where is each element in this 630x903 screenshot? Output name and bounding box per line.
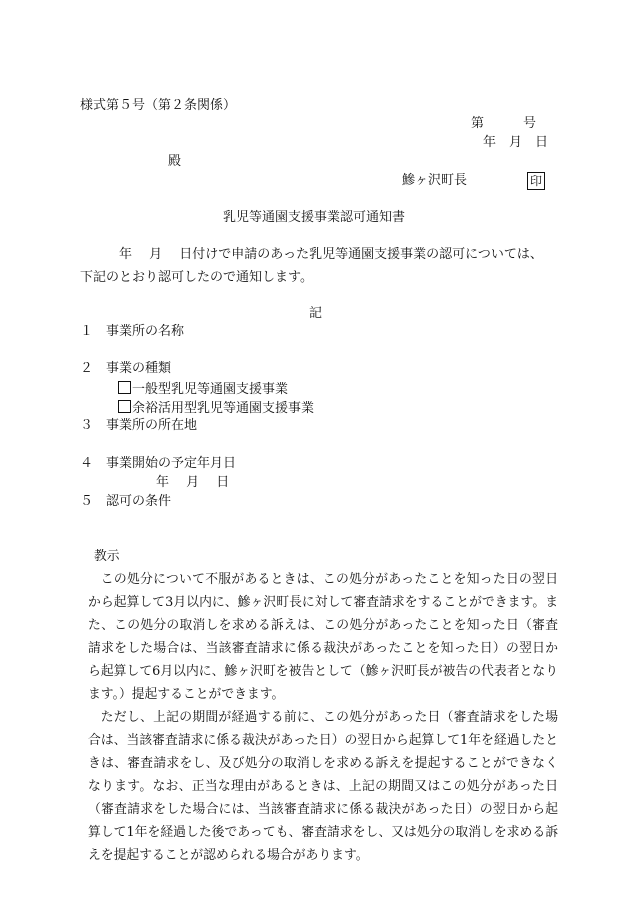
type-option-surplus-label: 余裕活用型乳児等通園支援事業 <box>132 401 315 416</box>
item-business-type: ２ 事業の種類 <box>80 361 172 376</box>
notice-title: 教示 <box>94 549 120 564</box>
notice-paragraph-2: ただし、上記の期間が経過する前に、この処分があった日（審査請求をした場合は、当該審査請求に係る裁決があった日）の翌日から起算して1年を経過したときは、審査請求をし、及び処分の取消しを求める訴えを提起することができなくなります。なお、正当な理由があるときは、上記の期間又はこの処分があった日（審査請求をした場合には、当該審査請求に係る裁決があった日）の翌日から起算して1年を経過した後であっても、審査請求をし、又は処分の取消しを求める訴えを提起することが認められる場合があります。 <box>88 710 558 863</box>
item-conditions: ５ 認可の条件 <box>80 494 172 509</box>
addressee-suffix: 殿 <box>168 154 182 169</box>
notice-paragraph-1: この処分について不服があるときは、この処分があったことを知った日の翌日から起算して3月以内に、鰺ヶ沢町長に対して審査請求をすることができます。また、この処分の取消しを求める訴えは、この処分があったことを知った日（審査請求をした場合は、当該審査請求に係る裁決があったことを知った日）の翌日から起算して6月以内に、鰺ヶ沢町を被告として（鰺ヶ沢町長が被告の代表者となります。）提起することができます。 <box>88 572 558 702</box>
checkbox-surplus[interactable] <box>118 400 131 413</box>
form-label: 様式第５号（第２条関係） <box>80 98 237 113</box>
notice-section <box>88 545 558 867</box>
checkbox-general[interactable] <box>118 381 131 394</box>
item-start-date: ４ 事業開始の予定年月日 <box>80 456 237 471</box>
body-text: 年 月 日付けで申請のあった乳児等通園支援事業の認可については、下記のとおり認可したので通知します。 <box>80 247 543 285</box>
start-date-line: 年 月 日 <box>156 475 230 490</box>
issuer-name: 鰺ヶ沢町長 <box>402 173 468 188</box>
document-title: 乳児等通園支援事業認可通知書 <box>223 210 406 225</box>
ki-heading: 記 <box>309 306 323 321</box>
type-option-general <box>118 381 288 396</box>
document-date: 年 月 日 <box>483 135 549 150</box>
type-option-general-label: 一般型乳児等通園支援事業 <box>132 382 289 397</box>
seal-mark: 印 <box>527 172 545 190</box>
type-option-surplus <box>118 400 314 415</box>
item-business-name: １ 事業所の名称 <box>80 324 185 339</box>
document-number: 第 号 <box>471 116 537 131</box>
item-business-location: ３ 事業所の所在地 <box>80 418 198 433</box>
